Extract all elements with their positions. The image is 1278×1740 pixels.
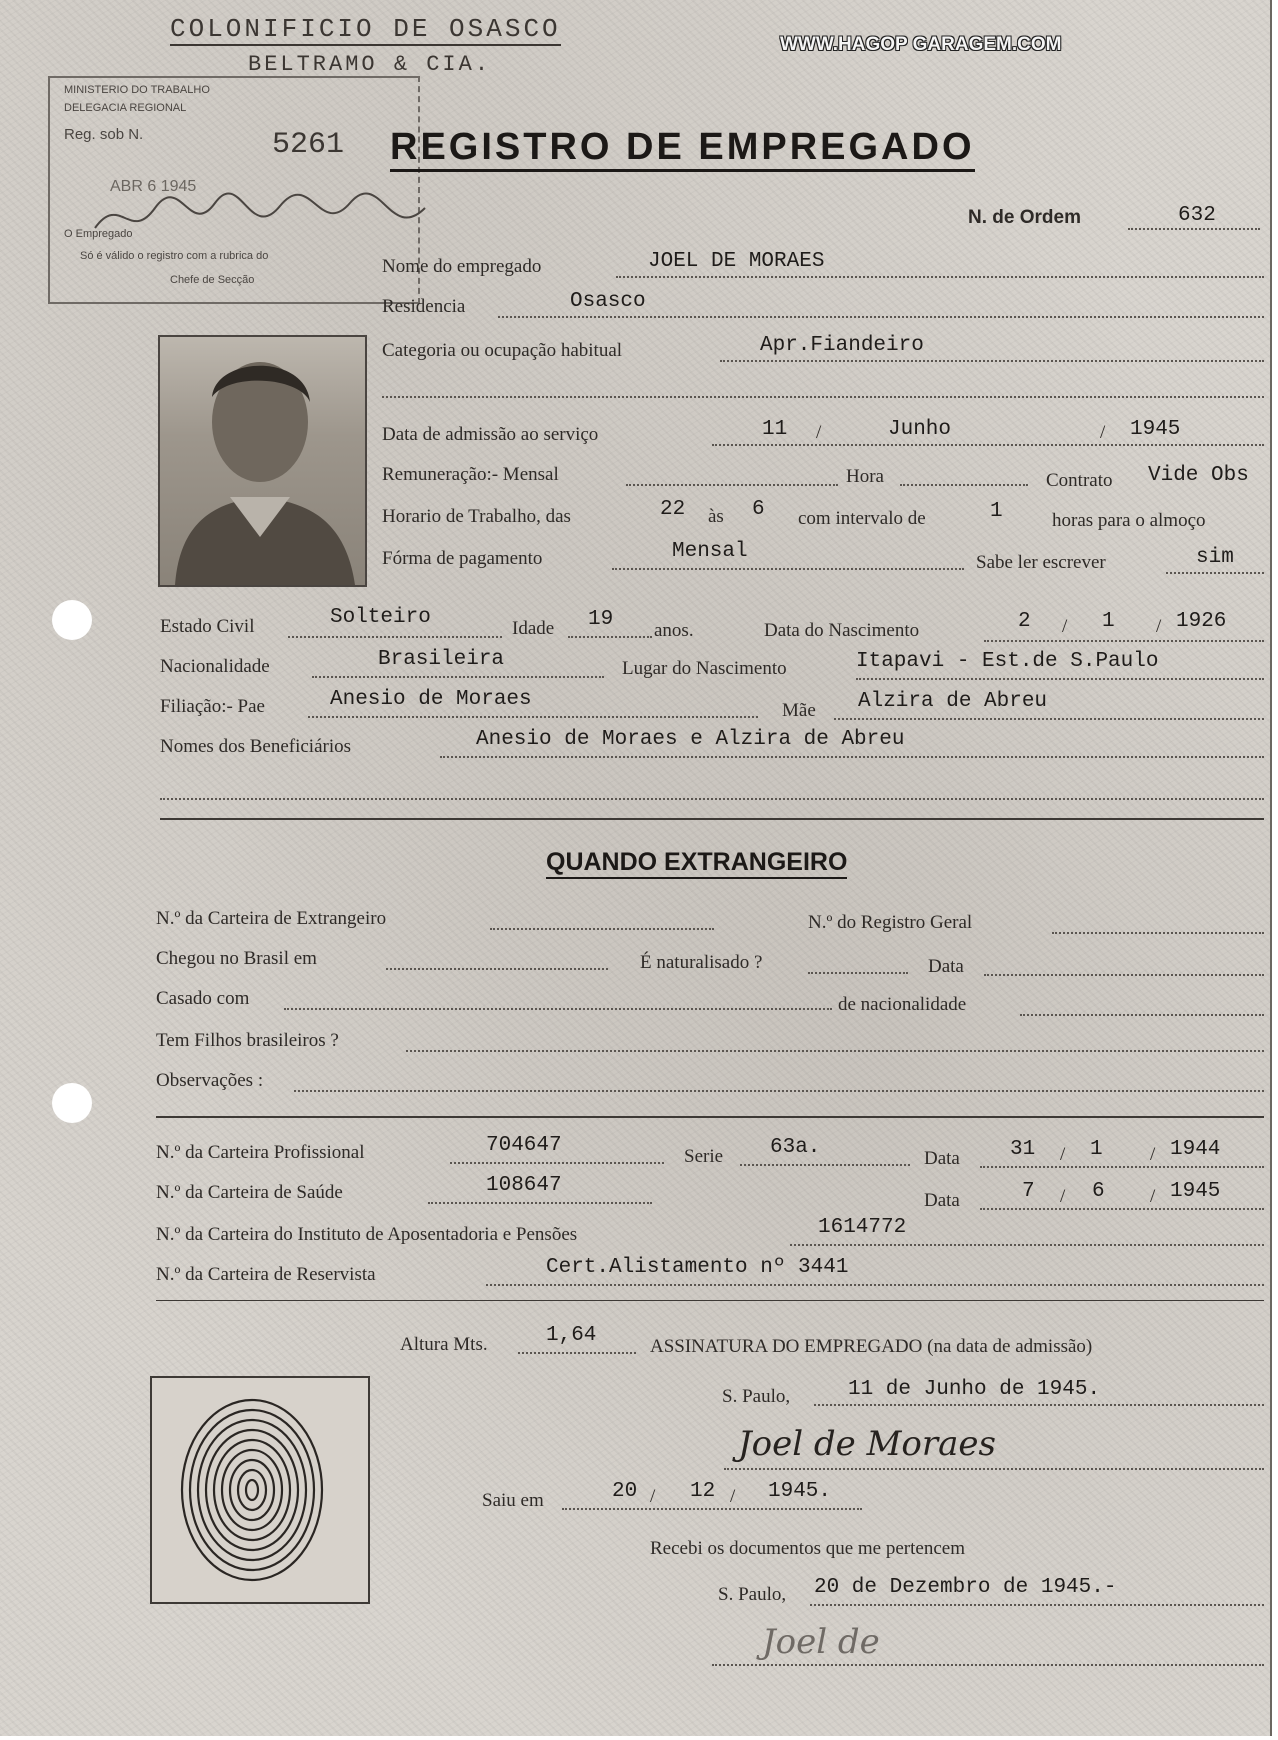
birth-year: 1926: [1176, 610, 1227, 633]
beneficiaries-label: Nomes dos Beneficiários: [160, 736, 352, 757]
company-owner: BELTRAMO & CIA.: [248, 52, 492, 77]
height-label: Altura Mts.: [400, 1334, 488, 1355]
hour-label: Hora: [846, 466, 884, 487]
place1-date: 11 de Junho de 1945.: [848, 1378, 1101, 1401]
interval-suffix: horas para o almoço: [1052, 510, 1206, 531]
birthplace-value: Itapavi - Est.de S.Paulo: [856, 650, 1159, 673]
prof-date-year: 1944: [1170, 1138, 1221, 1161]
prof-date-day: 31: [1010, 1138, 1036, 1161]
place1-label: S. Paulo,: [722, 1386, 791, 1407]
order-number: 632: [1178, 204, 1216, 227]
health-card-value: 108647: [486, 1174, 562, 1197]
pay-label: Remuneração:- Mensal: [382, 464, 559, 485]
occupation-value: Apr.Fiandeiro: [760, 334, 924, 357]
stamp-line: DELEGACIA REGIONAL: [64, 102, 187, 114]
contract-label: Contrato: [1046, 470, 1113, 491]
portrait-figure: [160, 337, 365, 585]
stamp-date: ABR 6 1945: [110, 178, 197, 195]
order-label: N. de Ordem: [968, 207, 1081, 228]
form-title: REGISTRO DE EMPREGADO: [390, 126, 975, 172]
birth-label: Data do Nascimento: [764, 620, 920, 641]
stamp-line: Reg. sob N.: [64, 126, 144, 143]
stamp-line: MINISTERIO DO TRABALHO: [64, 84, 210, 96]
father-label: Filiação:- Pae: [160, 696, 265, 717]
civil-label: Estado Civil: [160, 616, 255, 637]
stamp-line: Só é válido o registro com a rubrica do: [80, 250, 269, 262]
literate-value: sim: [1196, 546, 1234, 569]
prof-card-label: N.º da Carteira Profissional: [156, 1142, 365, 1163]
reservist-value: Cert.Alistamento nº 3441: [546, 1256, 849, 1279]
naturalized-label: É naturalisado ?: [640, 952, 763, 973]
punch-hole: [52, 1083, 92, 1123]
schedule-from: 22: [660, 498, 686, 521]
place2-date: 20 de Dezembro de 1945.-: [814, 1576, 1117, 1599]
interval-label: com intervalo de: [798, 508, 926, 529]
mother-label: Mãe: [782, 700, 816, 721]
admission-label: Data de admissão ao serviço: [382, 424, 599, 445]
health-card-label: N.º da Carteira de Saúde: [156, 1182, 343, 1203]
prof-date-month: 1: [1090, 1138, 1103, 1161]
stamp-line: O Empregado: [64, 228, 133, 240]
left-label: Saiu em: [482, 1490, 544, 1511]
employee-signature-2: Joel de: [762, 1622, 880, 1662]
employee-name: JOEL DE MORAES: [648, 250, 825, 273]
age-label: Idade: [512, 618, 555, 639]
nationality-value: Brasileira: [378, 648, 505, 671]
institute-card-label: N.º da Carteira do Instituto de Aposentadoria e Pensões: [156, 1224, 578, 1245]
employee-registration-form: COLONIFICIO DE OSASCO BELTRAMO & CIA. WWW.HAGOP GARAGEM.COM MINISTERIO DO TRABALHO DELEGACIA REGIONAL Reg. sob N. 5261 ABR 6 1945 O Empregado Só é válido o registro com a rubrica do Chefe de Secção REGISTRO DE EMPREGADO N. de Ordem 632 Nome do empregado JOEL DE MORAES Residencia Osasco Categoria ou ocupação habitual Apr.Fiandeiro Data de admissão ao serviço 11 / Junho / 1945 Remuneração:- Mensal Hora Contrato Vide Obs Horario de Trabalho, das 22 às 6 com intervalo de 1 horas para o almoço Fórma de pagamento Mensal Sabe ler escrever sim Estado Civil Solteiro Idade 19 anos. Data do Nascimento 2 / 1 / 1926 Nacionalidade Brasileira Lugar do Nascimento Itapavi - Est.de S.Paulo Filiação:- Pae Anesio de Moraes Mãe Alzira de Abreu Nomes dos Beneficiários Anesio de Moraes e Alzira de Abreu QUANDO EXTRANGEIRO N.º da Carteira de Extrangeiro N.º do Registro Geral Chegou no Brasil em É naturalisado ? Data Casado com de nacionalidade Tem Filhos brasileiros ? Observações : N.º da Carteira Profissional 704647 Serie 63a. Data 31 / 1 / 1944 N.º da Carteira de Saúde 108647 Data 7 / 6 / 1945 N.º da Carteira do Instituto de Aposentadoria e Pensões 1614772 N.º da Carteira de Reservista Cert.Alistamento nº 3441 Altura Mts. 1,64 ASSINATURA DO EMPREGADO (na data de admissão) S. Paulo, 11 de Junho de 1945. Joel de Moraes Saiu em 20 / 12 / 1945. Recebi os documentos que me pertencem S. Paulo, 20 de Dezembro de 1945.- Joel de: [0, 0, 1272, 1736]
series-value: 63a.: [770, 1136, 821, 1159]
stamp-number: 5261: [272, 128, 345, 162]
employee-signature: Joel de Moraes: [738, 1424, 996, 1464]
stamp-scribble: [90, 188, 430, 248]
health-date-day: 7: [1022, 1180, 1035, 1203]
health-date-label: Data: [924, 1190, 960, 1211]
payment-value: Mensal: [672, 540, 748, 563]
name-label: Nome do empregado: [382, 256, 542, 277]
employee-photo: [158, 335, 367, 587]
admission-year: 1945: [1130, 418, 1181, 441]
left-day: 20: [612, 1480, 638, 1503]
children-label: Tem Filhos brasileiros ?: [156, 1030, 339, 1051]
age-suffix: anos.: [654, 620, 694, 641]
signature-label: ASSINATURA DO EMPREGADO (na data de admissão): [650, 1336, 1093, 1357]
residence-value: Osasco: [570, 290, 646, 313]
observations-label: Observações :: [156, 1070, 264, 1091]
health-date-month: 6: [1092, 1180, 1105, 1203]
reservist-label: N.º da Carteira de Reservista: [156, 1264, 376, 1285]
height-value: 1,64: [546, 1324, 597, 1347]
place2-label: S. Paulo,: [718, 1584, 787, 1605]
residence-label: Residencia: [382, 296, 466, 317]
foreign-section-title: QUANDO EXTRANGEIRO: [546, 848, 847, 879]
interval-value: 1: [990, 500, 1003, 523]
birthplace-label: Lugar do Nascimento: [622, 658, 787, 679]
schedule-label: Horario de Trabalho, das: [382, 506, 571, 527]
thumbprint-icon: [152, 1378, 368, 1602]
schedule-to: 6: [752, 498, 765, 521]
birth-day: 2: [1018, 610, 1031, 633]
mother-value: Alzira de Abreu: [858, 690, 1048, 713]
beneficiaries-value: Anesio de Moraes e Alzira de Abreu: [476, 728, 905, 751]
father-value: Anesio de Moraes: [330, 688, 532, 711]
foreign-card-label: N.º da Carteira de Extrangeiro: [156, 908, 387, 929]
series-label: Serie: [684, 1146, 724, 1167]
left-month: 12: [690, 1480, 716, 1503]
arrived-label: Chegou no Brasil em: [156, 948, 317, 969]
admission-day: 11: [762, 418, 788, 441]
literate-label: Sabe ler escrever: [976, 552, 1106, 573]
spouse-nationality-label: de nacionalidade: [838, 994, 967, 1015]
thumbprint-box: [150, 1376, 370, 1604]
health-date-year: 1945: [1170, 1180, 1221, 1203]
age-value: 19: [588, 608, 614, 631]
stamp-line: Chefe de Secção: [170, 274, 255, 286]
birth-month: 1: [1102, 610, 1115, 633]
foreign-date-label: Data: [928, 956, 964, 977]
prof-card-value: 704647: [486, 1134, 562, 1157]
married-label: Casado com: [156, 988, 250, 1009]
payment-label: Fórma de pagamento: [382, 548, 543, 569]
institute-card-value: 1614772: [818, 1216, 907, 1239]
registry-label: N.º do Registro Geral: [808, 912, 973, 933]
watermark: WWW.HAGOP GARAGEM.COM: [780, 34, 1062, 55]
admission-month: Junho: [888, 418, 952, 441]
nationality-label: Nacionalidade: [160, 656, 270, 677]
received-label: Recebi os documentos que me pertencem: [650, 1538, 965, 1559]
civil-value: Solteiro: [330, 606, 431, 629]
occupation-label: Categoria ou ocupação habitual: [382, 340, 623, 361]
contract-value: Vide Obs: [1148, 464, 1249, 487]
prof-date-label: Data: [924, 1148, 960, 1169]
schedule-to-label: às: [708, 506, 724, 527]
company-name: COLONIFICIO DE OSASCO: [170, 14, 561, 44]
punch-hole: [52, 600, 92, 640]
left-year: 1945.: [768, 1480, 832, 1503]
ministry-stamp: [48, 76, 420, 304]
